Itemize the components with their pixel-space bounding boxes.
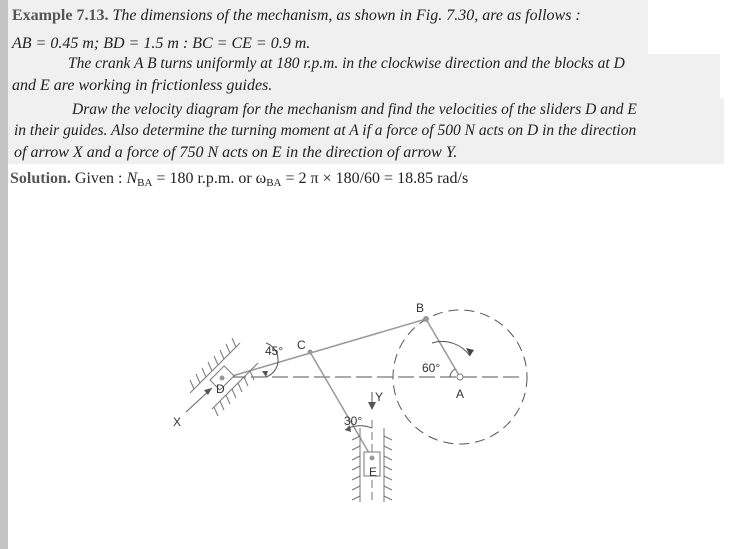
- joint-a: [457, 374, 463, 380]
- crank-line-2: and E are working in frictionless guides.: [12, 77, 273, 94]
- n-value: = 180 r.p.m.: [156, 170, 235, 187]
- dimensions-line: AB = 0.45 m; BD = 1.5 m : BC = CE = 0.9 m.: [12, 35, 311, 52]
- label-e: E: [369, 465, 378, 479]
- task-line-2: in their guides. Also determine the turning moment at A if a force of 500 N acts on D in the direction: [14, 122, 637, 139]
- label-a: A: [456, 387, 465, 401]
- label-angle-45: 45°: [265, 344, 284, 358]
- angle-60-arc: [450, 369, 455, 377]
- label-d: D: [216, 382, 225, 396]
- link-ce: [310, 352, 372, 458]
- rotation-arc: [432, 341, 470, 356]
- label-y: Y: [375, 390, 384, 404]
- joint-b: [423, 316, 429, 322]
- joint-d: [220, 376, 225, 381]
- n-symbol: N: [126, 170, 138, 187]
- label-angle-60: 60°: [422, 361, 441, 375]
- n-subscript: BA: [137, 177, 153, 189]
- label-angle-30: 30°: [344, 414, 363, 428]
- example-label: Example 7.13.: [12, 7, 109, 24]
- omega-symbol: ω: [255, 170, 267, 187]
- omega-subscript: BA: [266, 177, 282, 189]
- label-c: C: [297, 338, 306, 352]
- label-b: B: [416, 301, 425, 315]
- omega-value: = 2 π × 180/60 = 18.85 rad/s: [285, 170, 469, 187]
- solution-label: Solution.: [10, 170, 71, 187]
- example-intro: The dimensions of the mechanism, as shown in Fig. 7.30, are as follows :: [112, 7, 581, 24]
- or-word: or: [238, 170, 252, 187]
- joint-c: [308, 350, 313, 355]
- task-line-3: of arrow X and a force of 750 N acts on E in the direction of arrow Y.: [14, 144, 458, 161]
- given-label: Given :: [74, 170, 123, 187]
- link-bd: [222, 319, 426, 379]
- label-x: X: [173, 415, 182, 429]
- crank-line-1: The crank A B turns uniformly at 180 r.p.m. in the clockwise direction and the blocks at D: [68, 55, 625, 72]
- task-line-1: Draw the velocity diagram for the mechanism and find the velocities of the sliders D and E: [72, 101, 637, 118]
- joint-e: [370, 456, 375, 461]
